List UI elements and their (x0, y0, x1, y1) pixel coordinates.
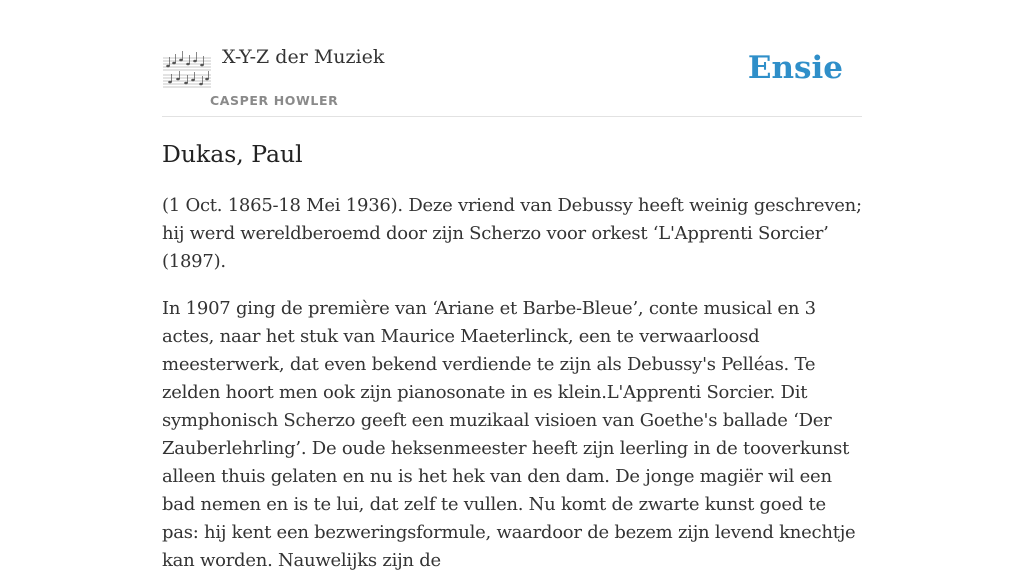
book-title[interactable]: X-Y-Z der Muziek (222, 46, 385, 68)
brand-logo[interactable]: Ensie (747, 50, 843, 86)
entry-content (162, 136, 864, 575)
entry-paragraph: (1 Oct. 1865-18 Mei 1936). Deze vriend van Debussy heeft weinig geschreven; hij werd wereldberoemd door zijn Scherzo voor orkest ‘L'Apprenti Sorcier’ (1897). (162, 195, 862, 272)
entry-title: Dukas, Paul (162, 140, 303, 168)
author-name[interactable]: CASPER HOWLER (210, 93, 339, 108)
book-header (162, 38, 862, 117)
sheet-music-icon[interactable] (162, 46, 212, 90)
entry-paragraph: In 1907 ging de première van ‘Ariane et Barbe-Bleue’, conte musical en 3 actes, naar het stuk van Maurice Maeterlinck, een te verwaarloosd meesterwerk, dat even bekend verdiende te zijn als Debussy's Pelléas. Te zelden hoort men ook zijn pianosonate in es klein.L'Apprenti Sorcier. Dit symphonisch Scherzo geeft een muzikaal visioen van Goethe's ballade ‘Der Zauberlehrling’. De oude heksenmeester heeft zijn leerling in de tooverkunst alleen thuis gelaten en nu is het hek van den dam. De jonge magiër wil een bad nemen en is te lui, dat zelf te vullen. Nu komt de zwarte kunst goed te pas: hij kent een bezweringsformule, waardoor de bezem zijn levend knechtje kan worden. Nauwelijks zijn de (162, 298, 856, 571)
